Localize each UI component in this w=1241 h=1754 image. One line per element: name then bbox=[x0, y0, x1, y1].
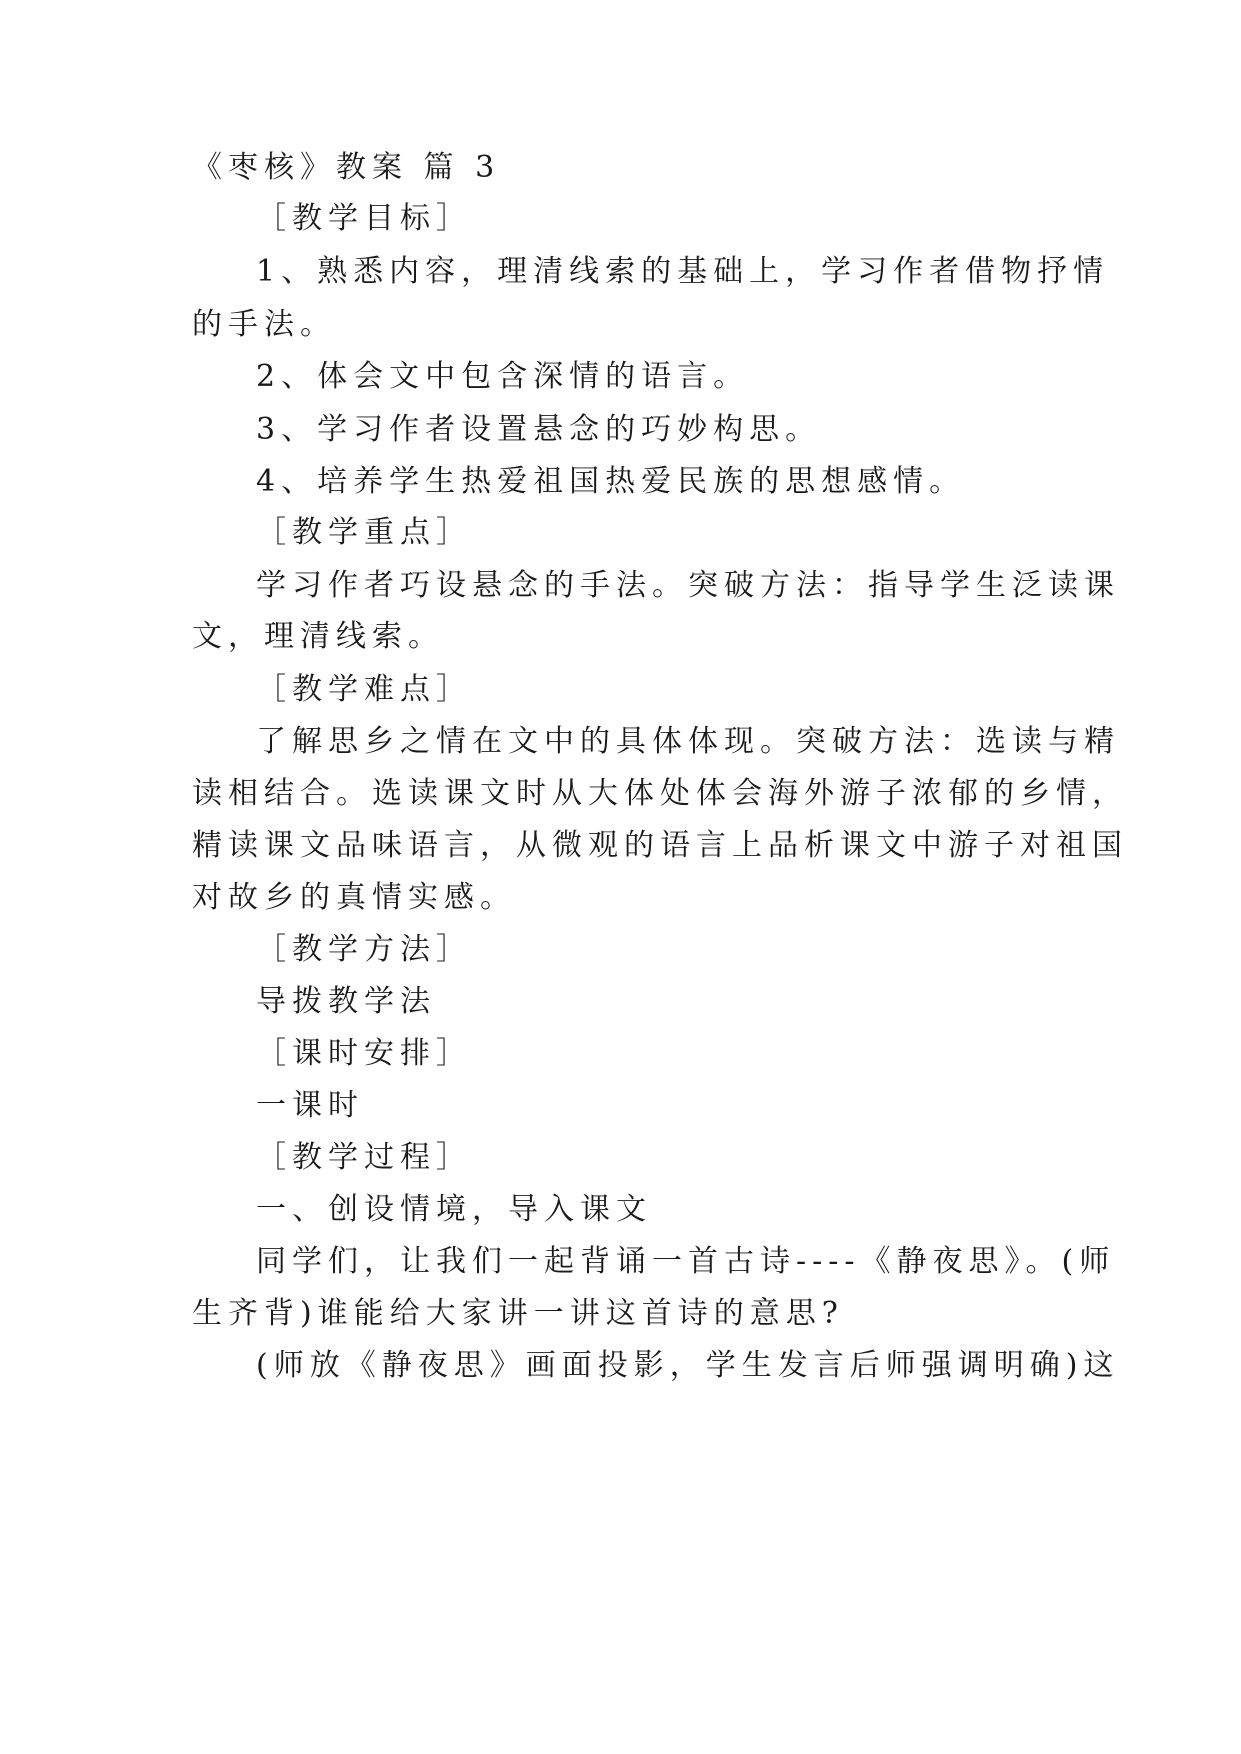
section-heading: ［教学重点］ bbox=[256, 515, 472, 550]
paragraph-line: 3、学习作者设置悬念的巧妙构思。 bbox=[256, 412, 822, 447]
document-title: 《枣核》教案 篇 3 bbox=[192, 150, 501, 185]
paragraph-line: 导拨教学法 bbox=[256, 984, 436, 1019]
paragraph-line: 学习作者巧设悬念的手法。突破方法：指导学生泛读课 bbox=[256, 568, 1120, 603]
paragraph-line: (师放《静夜思》画面投影，学生发言后师强调明确)这 bbox=[256, 1348, 1120, 1383]
paragraph-line: 一、创设情境，导入课文 bbox=[256, 1192, 652, 1227]
paragraph-line: 同学们，让我们一起背诵一首古诗----《静夜思》。(师 bbox=[256, 1244, 1116, 1279]
paragraph-line: 1、熟悉内容，理清线索的基础上，学习作者借物抒情 bbox=[256, 254, 1110, 289]
section-heading: ［教学难点］ bbox=[256, 672, 472, 707]
paragraph-line: 2、体会文中包含深情的语言。 bbox=[256, 359, 750, 394]
paragraph-line: 的手法。 bbox=[192, 307, 336, 342]
section-heading: ［教学目标］ bbox=[256, 201, 472, 236]
paragraph-line: 读相结合。选读课文时从大体处体会海外游子浓郁的乡情， bbox=[192, 776, 1128, 811]
section-heading: ［教学方法］ bbox=[256, 932, 472, 967]
section-heading: ［教学过程］ bbox=[256, 1140, 472, 1175]
paragraph-line: 一课时 bbox=[256, 1088, 364, 1123]
paragraph-line: 对故乡的真情实感。 bbox=[192, 880, 516, 915]
paragraph-line: 4、培养学生热爱祖国热爱民族的思想感情。 bbox=[256, 464, 966, 499]
paragraph-line: 了解思乡之情在文中的具体体现。突破方法：选读与精 bbox=[256, 724, 1120, 759]
paragraph-line: 生齐背)谁能给大家讲一讲这首诗的意思? bbox=[192, 1296, 844, 1331]
paragraph-line: 精读课文品味语言，从微观的语言上品析课文中游子对祖国 bbox=[192, 828, 1128, 863]
section-heading: ［课时安排］ bbox=[256, 1036, 472, 1071]
paragraph-line: 文，理清线索。 bbox=[192, 619, 444, 654]
